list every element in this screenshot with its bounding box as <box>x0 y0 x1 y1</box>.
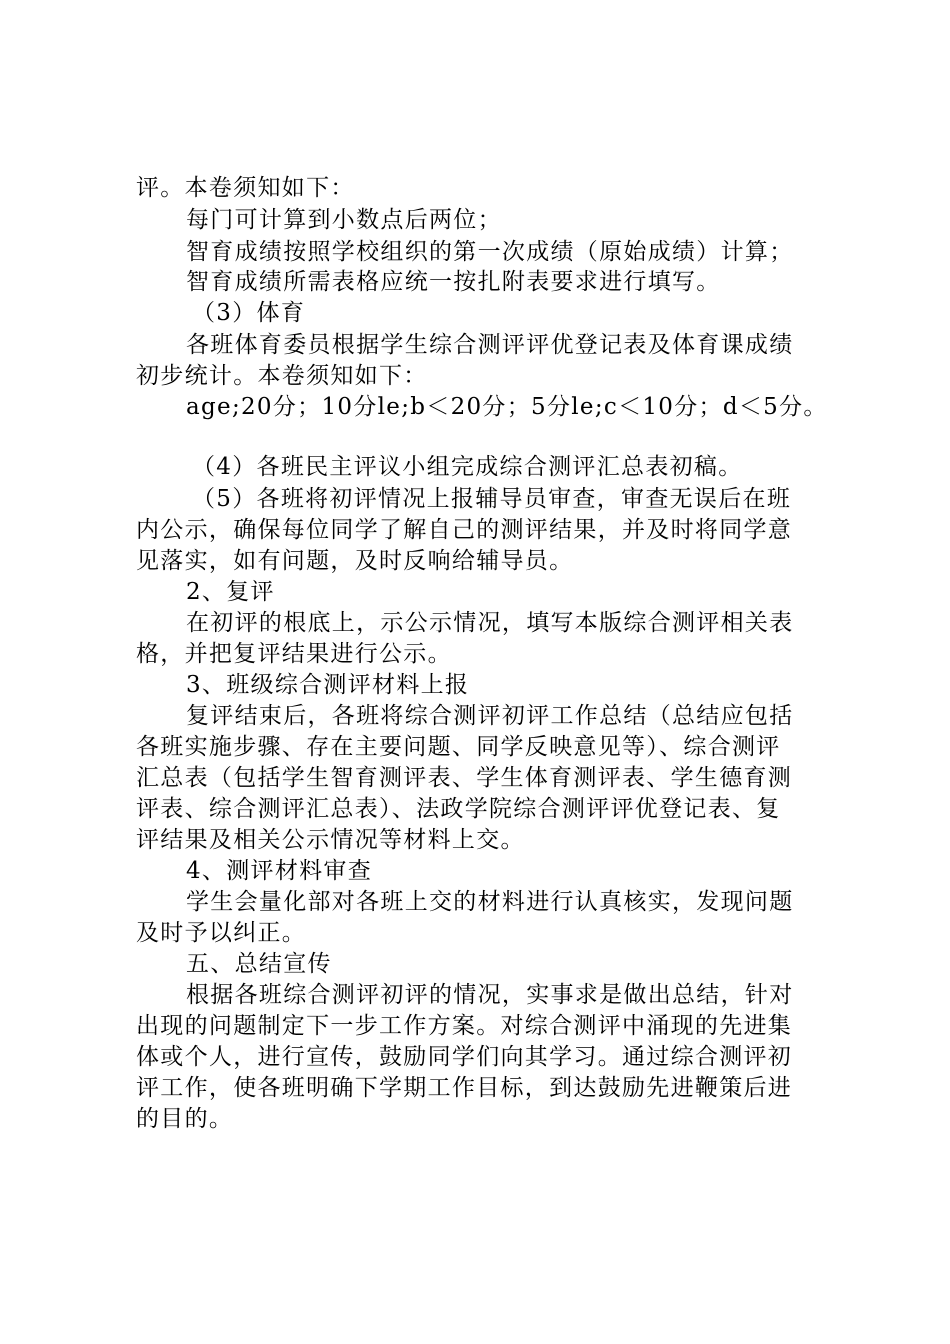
text-line: 格，并把复评结果进行公示。 <box>136 641 452 667</box>
text-line: 每门可计算到小数点后两位； <box>186 207 502 233</box>
text-line: 初步统计。本卷须知如下： <box>136 363 428 389</box>
text-line: 智育成绩按照学校组织的第一次成绩（原始成绩）计算； <box>186 239 794 265</box>
text-line: 汇总表（包括学生智育测评表、学生体育测评表、学生德育测 <box>136 765 793 791</box>
section-heading: 2、复评 <box>186 579 275 605</box>
text-line: age;20分；10分le;b＜20分；5分le;c＜10分；d＜5分。 <box>186 394 828 420</box>
text-line: 各班实施步骤、存在主要问题、同学反映意见等）、综合测评 <box>136 734 781 760</box>
text-line: 评表、综合测评汇总表）、法政学院综合测评评优登记表、复 <box>136 796 781 822</box>
text-line: 评结果及相关公示情况等材料上交。 <box>136 827 525 853</box>
text-line: 的目的。 <box>136 1106 234 1132</box>
section-heading: （3）体育 <box>192 300 306 326</box>
text-line: 评工作，使各班明确下学期工作目标，到达鼓励先进鞭策后进 <box>136 1075 793 1101</box>
section-heading: 4、测评材料审查 <box>186 858 373 884</box>
text-line: 见落实，如有问题，及时反响给辅导员。 <box>136 548 574 574</box>
section-heading: 3、班级综合测评材料上报 <box>186 672 470 698</box>
text-line: 根据各班综合测评初评的情况，实事求是做出总结，针对 <box>186 982 794 1008</box>
text-line: （4）各班民主评议小组完成综合测评汇总表初稿。 <box>192 454 743 480</box>
text-line: 内公示，确保每位同学了解自己的测评结果，并及时将同学意 <box>136 517 793 543</box>
text-line: 复评结束后，各班将综合测评初评工作总结（总结应包括 <box>186 703 794 729</box>
text-line: 学生会量化部对各班上交的材料进行认真核实，发现问题 <box>186 889 794 915</box>
text-line: 在初评的根底上，示公示情况，填写本版综合测评相关表 <box>186 610 794 636</box>
text-line: 出现的问题制定下一步工作方案。对综合测评中涌现的先进集 <box>136 1013 793 1039</box>
text-line: 及时予以纠正。 <box>136 920 307 946</box>
text-line: 各班体育委员根据学生综合测评评优登记表及体育课成绩 <box>186 332 794 358</box>
text-line: 智育成绩所需表格应统一按扎附表要求进行填写。 <box>186 269 721 295</box>
section-heading: 五、总结宣传 <box>186 951 332 977</box>
text-line: 评。本卷须知如下： <box>136 175 355 201</box>
text-line: （5）各班将初评情况上报辅导员审查，审查无误后在班 <box>192 486 792 512</box>
text-line: 体或个人，进行宣传，鼓励同学们向其学习。通过综合测评初 <box>136 1044 793 1070</box>
